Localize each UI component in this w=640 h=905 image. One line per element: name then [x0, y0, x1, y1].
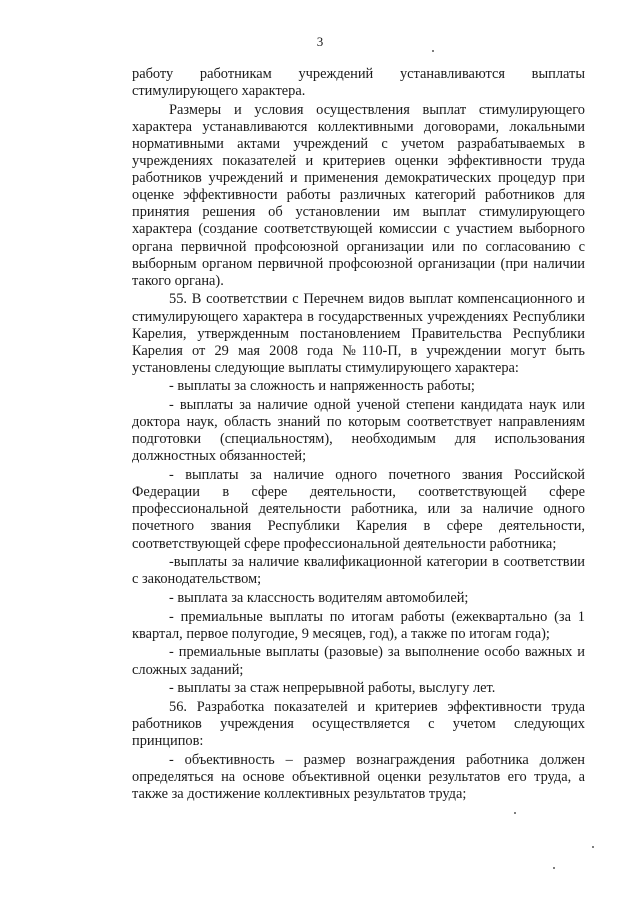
list-item-honorary-title: - выплаты за наличие одного почетного звания Российской Федерации в сфере деятельности, соответствующей сфере профессиональной деятельности работника, или за наличие одного почетного звания Республики Карелия в сфере деятельности, соответствующей сфере профессиональной деятельности работника; [132, 467, 585, 552]
scan-speck [514, 812, 516, 814]
paragraph-stimulus-conditions: Размеры и условия осуществления выплат стимулирующего характера устанавливаются коллективными договорами, локальными нормативными актами учреждений с учетом разрабатываемых в учреждениях показателей и критериев оценки эффективности труда работников учреждений и применения демократических процедур при оценке эффективности работы различных категорий работников для принятия решения об установлении им выплат стимулирующего характера (создание соответствующей комиссии с участием выборного органа первичной профсоюзной организации или по согласованию с выборным органом первичной профсоюзной организации (при наличии такого органа). [132, 101, 585, 289]
list-item-academic-degree: - выплаты за наличие одной ученой степени кандидата наук или доктора наук, область знаний по которым соответствует направлениям подготовки (специальностям), необходимым для использования должностных обязанностей; [132, 397, 585, 465]
scan-speck [432, 50, 434, 52]
list-item-length-of-service: - выплаты за стаж непрерывной работы, выслугу лет. [169, 680, 496, 697]
page-number: 3 [316, 34, 324, 49]
paragraph-continuation: работу работникам учреждений устанавливаются выплаты стимулирующего характера. [132, 66, 585, 100]
list-item-periodic-bonus: - премиальные выплаты по итогам работы (ежеквартально (за 1 квартал, первое полугодие, 9 месяцев, год), а также по итогам года); [132, 608, 585, 642]
list-item-one-time-bonus: - премиальные выплаты (разовые) за выполнение особо важных и сложных заданий; [132, 644, 585, 678]
document-body [132, 66, 585, 805]
list-item-complexity: - выплаты за сложность и напряженность работы; [169, 378, 475, 395]
paragraph-clause-55: 55. В соответствии с Перечнем видов выплат компенсационного и стимулирующего характера в государственных учреждениях Республики Карелия, утвержденным постановлением Правительства Республики Карелия от 29 мая 2008 года №110-П, в учреждении могут быть установлены следующие выплаты стимулирующего характера: [132, 291, 585, 376]
scan-speck [553, 867, 555, 869]
paragraph-clause-56: 56. Разработка показателей и критериев эффективности труда работников учреждения осуществляется с учетом следующих принципов: [132, 698, 585, 750]
list-item-objectivity: - объективность – размер вознаграждения работника должен определяться на основе объективной оценки результатов его труда, а также за достижение коллективных результатов труда; [132, 751, 585, 802]
list-item-driver-class: - выплата за классность водителям автомобилей; [169, 589, 469, 606]
list-item-qualification: -выплаты за наличие квалификационной категории в соответствии с законодательством; [132, 554, 585, 588]
scan-speck [592, 846, 594, 848]
